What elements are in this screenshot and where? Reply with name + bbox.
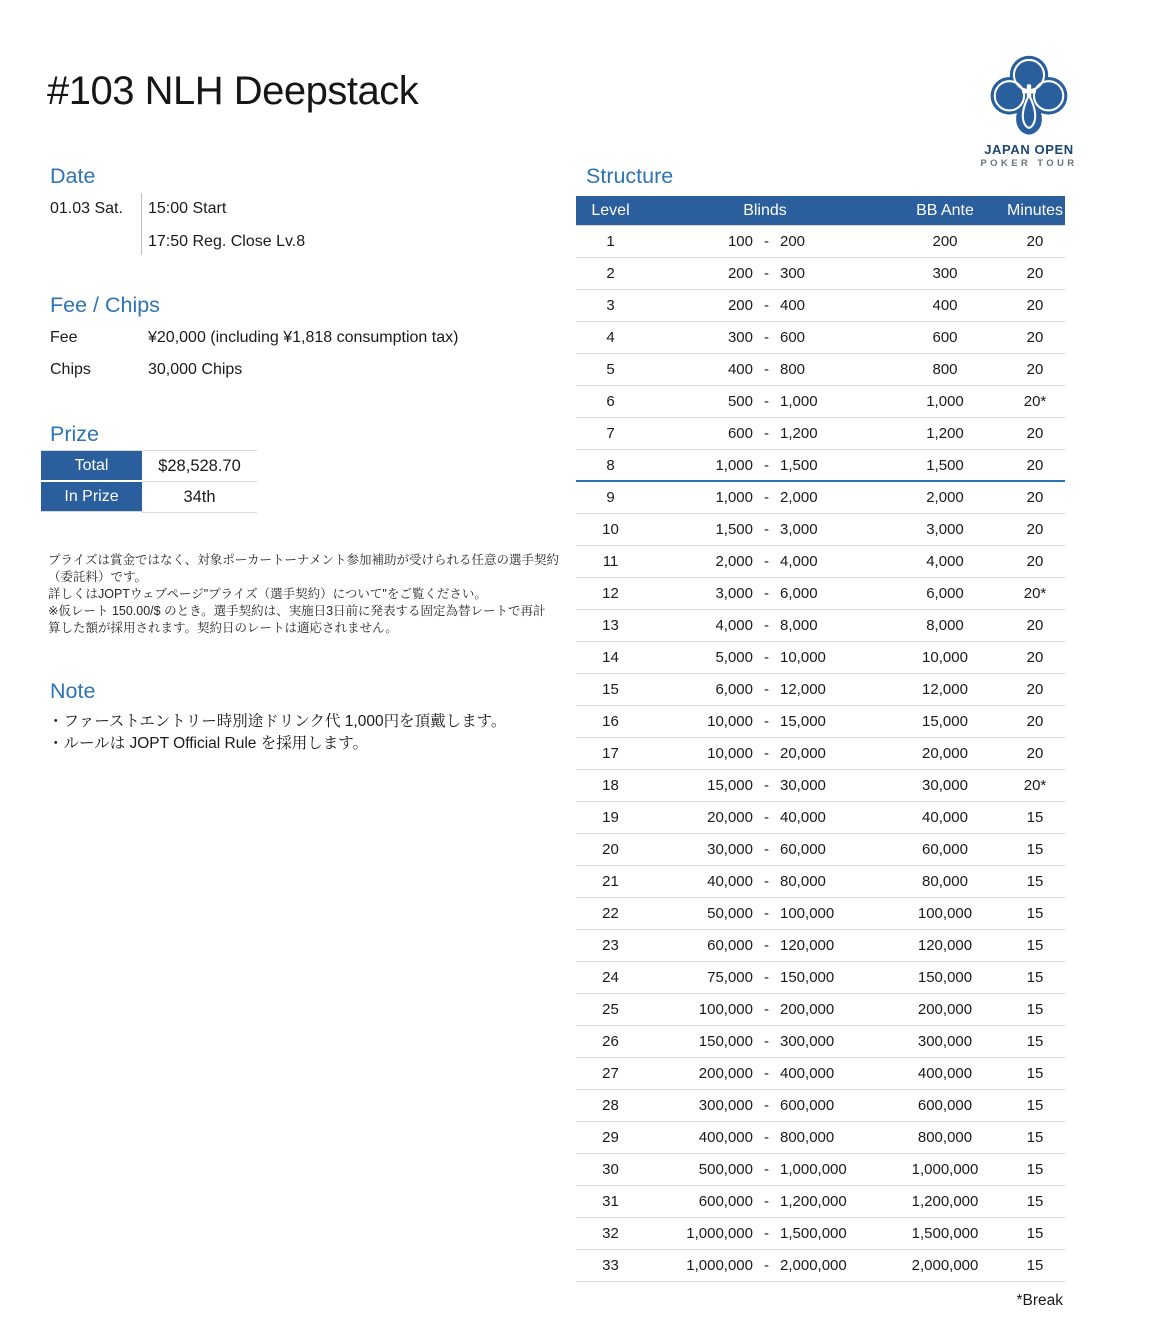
note-heading: Note	[50, 679, 96, 703]
structure-level-row	[576, 354, 1065, 386]
small-blind-cell: 60,000	[707, 937, 753, 954]
prize-disclaimer	[48, 552, 560, 637]
bb-ante-cell: 400,000	[917, 1065, 973, 1082]
level-cell: 20	[602, 841, 619, 858]
jopt-clover-icon	[989, 54, 1069, 140]
prize-disclaimer-line: プライズは賞金ではなく、対象ポーカートーナメント参加補助が受けられる任意の選手契約	[48, 553, 560, 567]
small-blind-cell: 5,000	[715, 649, 753, 666]
blinds-separator: -	[764, 585, 769, 602]
minutes-cell: 15	[1026, 1257, 1044, 1274]
blinds-separator: -	[764, 777, 769, 794]
level-cell: 6	[606, 393, 615, 410]
minutes-cell: 15	[1026, 809, 1044, 826]
level-cell: 31	[602, 1193, 619, 1210]
small-blind-cell: 1,000,000	[686, 1257, 753, 1274]
column-header-blinds: Blinds	[743, 201, 787, 219]
structure-heading: Structure	[586, 164, 674, 188]
small-blind-cell: 200	[727, 297, 753, 314]
level-cell: 12	[602, 585, 619, 602]
minutes-cell: 20	[1026, 425, 1044, 442]
blinds-separator: -	[764, 361, 769, 378]
small-blind-cell: 150,000	[698, 1033, 753, 1050]
prize-disclaimer-line: ※仮レート 150.00/$ のとき。選手契約は、実施日3日前に発表する固定為替レートで再計	[48, 604, 546, 618]
blinds-separator: -	[764, 969, 769, 986]
chips-value: 30,000 Chips	[148, 361, 243, 378]
blinds-separator: -	[764, 1161, 769, 1178]
blinds-separator: -	[764, 617, 769, 634]
bb-ante-cell: 300	[932, 265, 958, 282]
minutes-cell: 20	[1026, 361, 1044, 378]
bb-ante-cell: 40,000	[922, 809, 968, 826]
level-cell: 18	[602, 777, 619, 794]
level-cell: 14	[602, 649, 619, 666]
level-cell: 27	[602, 1065, 619, 1082]
structure-level-row	[576, 226, 1065, 258]
big-blind-cell: 200,000	[780, 1001, 835, 1018]
blinds-separator: -	[764, 1193, 769, 1210]
blinds-separator: -	[764, 521, 769, 538]
big-blind-cell: 40,000	[780, 809, 826, 826]
big-blind-cell: 3,000	[780, 521, 818, 538]
big-blind-cell: 4,000	[780, 553, 818, 570]
big-blind-cell: 200	[780, 233, 806, 250]
fee-chips-heading: Fee / Chips	[50, 293, 160, 317]
level-cell: 28	[602, 1097, 619, 1114]
level-cell: 11	[602, 553, 619, 570]
big-blind-cell: 1,500	[780, 456, 818, 474]
structure-level-row	[576, 834, 1065, 866]
structure-level-row	[576, 1090, 1065, 1122]
prize-inprize-value: 34th	[142, 482, 257, 513]
level-cell: 32	[602, 1225, 619, 1242]
fee-value: ¥20,000 (including ¥1,818 consumption tax)	[148, 329, 459, 346]
structure-table-body	[576, 225, 1065, 1282]
structure-level-row	[576, 1026, 1065, 1058]
bb-ante-cell: 80,000	[922, 873, 968, 890]
level-cell: 24	[602, 969, 619, 986]
blinds-separator: -	[764, 489, 769, 506]
level-cell: 22	[602, 905, 619, 922]
minutes-cell: 20*	[1023, 777, 1047, 794]
minutes-cell: 15	[1026, 1001, 1044, 1018]
column-header-level: Level	[591, 201, 630, 219]
bb-ante-cell: 6,000	[926, 585, 964, 602]
break-footnote: *Break	[1016, 1292, 1063, 1309]
start-time: 15:00 Start	[148, 200, 227, 217]
bb-ante-cell: 30,000	[922, 777, 968, 794]
small-blind-cell: 4,000	[715, 617, 753, 634]
blinds-separator: -	[764, 649, 769, 666]
minutes-cell: 15	[1026, 1225, 1044, 1242]
big-blind-cell: 80,000	[780, 873, 826, 890]
structure-level-row	[576, 674, 1065, 706]
level-cell: 30	[602, 1161, 619, 1178]
bb-ante-cell: 300,000	[917, 1033, 973, 1050]
big-blind-cell: 10,000	[780, 649, 826, 666]
structure-level-row	[576, 1154, 1065, 1186]
bb-ante-cell: 2,000,000	[911, 1257, 979, 1274]
small-blind-cell: 10,000	[707, 745, 753, 762]
level-cell: 33	[602, 1257, 619, 1274]
level-cell: 9	[606, 489, 615, 506]
blinds-separator: -	[764, 329, 769, 346]
blinds-separator: -	[764, 937, 769, 954]
minutes-cell: 15	[1026, 841, 1044, 858]
blinds-separator: -	[764, 1225, 769, 1242]
big-blind-cell: 1,000	[780, 393, 818, 410]
small-blind-cell: 500,000	[698, 1161, 753, 1178]
date-value: 01.03 Sat.	[50, 200, 123, 217]
big-blind-cell: 2,000,000	[780, 1257, 847, 1274]
prize-heading: Prize	[50, 422, 99, 446]
big-blind-cell: 15,000	[780, 713, 826, 730]
small-blind-cell: 500	[727, 393, 753, 410]
blinds-separator: -	[764, 1033, 769, 1050]
big-blind-cell: 100,000	[780, 905, 835, 922]
small-blind-cell: 30,000	[707, 841, 753, 858]
small-blind-cell: 600,000	[698, 1193, 753, 1210]
bb-ante-cell: 2,000	[926, 489, 964, 506]
small-blind-cell: 200	[727, 265, 753, 282]
big-blind-cell: 300	[780, 265, 806, 282]
minutes-cell: 20	[1026, 489, 1044, 506]
blinds-separator: -	[764, 456, 769, 474]
minutes-cell: 20	[1026, 329, 1044, 346]
bb-ante-cell: 1,000,000	[911, 1161, 979, 1178]
bb-ante-cell: 150,000	[917, 969, 973, 986]
bb-ante-cell: 100,000	[917, 905, 973, 922]
level-cell: 10	[602, 521, 619, 538]
blinds-separator: -	[764, 297, 769, 314]
level-cell: 2	[606, 265, 615, 282]
minutes-cell: 20	[1026, 521, 1044, 538]
prize-total-label: Total	[41, 451, 142, 482]
small-blind-cell: 400	[727, 361, 753, 378]
bb-ante-cell: 15,000	[922, 713, 968, 730]
level-cell: 3	[606, 297, 615, 314]
structure-level-row	[576, 706, 1065, 738]
fee-label: Fee	[50, 329, 78, 346]
small-blind-cell: 300,000	[698, 1097, 753, 1114]
big-blind-cell: 30,000	[780, 777, 826, 794]
small-blind-cell: 300	[727, 329, 753, 346]
level-cell: 8	[606, 456, 615, 474]
structure-table	[576, 196, 1065, 1282]
minutes-cell: 20	[1026, 713, 1044, 730]
bb-ante-cell: 120,000	[917, 937, 973, 954]
bb-ante-cell: 20,000	[922, 745, 968, 762]
big-blind-cell: 600	[780, 329, 806, 346]
blinds-separator: -	[764, 1257, 769, 1274]
blinds-separator: -	[764, 905, 769, 922]
big-blind-cell: 8,000	[780, 617, 818, 634]
minutes-cell: 20	[1026, 745, 1044, 762]
structure-table-header	[576, 196, 1065, 225]
structure-level-row	[576, 802, 1065, 834]
small-blind-cell: 6,000	[715, 681, 753, 698]
level-cell: 4	[606, 329, 615, 346]
minutes-cell: 15	[1026, 969, 1044, 986]
minutes-cell: 20*	[1023, 585, 1047, 602]
blinds-separator: -	[764, 681, 769, 698]
small-blind-cell: 3,000	[715, 585, 753, 602]
structure-level-row	[576, 418, 1065, 450]
small-blind-cell: 600	[727, 425, 753, 442]
bb-ante-cell: 60,000	[922, 841, 968, 858]
minutes-cell: 15	[1026, 937, 1044, 954]
date-divider	[141, 193, 142, 255]
level-cell: 19	[602, 809, 619, 826]
big-blind-cell: 800	[780, 361, 806, 378]
big-blind-cell: 300,000	[780, 1033, 835, 1050]
blinds-separator: -	[764, 1001, 769, 1018]
big-blind-cell: 800,000	[780, 1129, 835, 1146]
structure-level-row	[576, 770, 1065, 802]
minutes-cell: 20	[1026, 553, 1044, 570]
minutes-cell: 20	[1026, 233, 1044, 250]
bb-ante-cell: 600,000	[917, 1097, 973, 1114]
small-blind-cell: 40,000	[707, 873, 753, 890]
note-line-drink: ・ファーストエントリー時別途ドリンク代 1,000円を頂戴します。	[48, 713, 507, 730]
blinds-separator: -	[764, 233, 769, 250]
prize-disclaimer-line: 算した額が採用されます。契約日のレートは適応されません。	[48, 621, 398, 635]
minutes-cell: 15	[1026, 1193, 1044, 1210]
level-cell: 29	[602, 1129, 619, 1146]
structure-level-row	[576, 450, 1065, 482]
structure-level-row	[576, 1218, 1065, 1250]
level-cell: 17	[602, 745, 619, 762]
logo-wordmark-poker-tour: POKER TOUR	[980, 158, 1078, 169]
prize-total-value: $28,528.70	[142, 451, 257, 482]
structure-level-row	[576, 738, 1065, 770]
structure-level-row	[576, 610, 1065, 642]
minutes-cell: 20*	[1023, 393, 1047, 410]
big-blind-cell: 6,000	[780, 585, 818, 602]
level-cell: 1	[606, 233, 615, 250]
structure-level-row	[576, 258, 1065, 290]
blinds-separator: -	[764, 425, 769, 442]
level-cell: 23	[602, 937, 619, 954]
small-blind-cell: 15,000	[707, 777, 753, 794]
structure-level-row	[576, 962, 1065, 994]
structure-level-row	[576, 1186, 1065, 1218]
minutes-cell: 20	[1026, 649, 1044, 666]
blinds-separator: -	[764, 1065, 769, 1082]
small-blind-cell: 200,000	[698, 1065, 753, 1082]
minutes-cell: 15	[1026, 1129, 1044, 1146]
column-header-minutes: Minutes	[1006, 201, 1064, 219]
logo-wordmark-japan-open: JAPAN OPEN	[984, 142, 1074, 157]
small-blind-cell: 1,000,000	[686, 1225, 753, 1242]
blinds-separator: -	[764, 265, 769, 282]
minutes-cell: 15	[1026, 905, 1044, 922]
bb-ante-cell: 200	[932, 233, 958, 250]
structure-level-row	[576, 898, 1065, 930]
big-blind-cell: 12,000	[780, 681, 826, 698]
small-blind-cell: 2,000	[715, 553, 753, 570]
structure-level-row	[576, 578, 1065, 610]
chips-label: Chips	[50, 361, 91, 378]
big-blind-cell: 120,000	[780, 937, 835, 954]
blinds-separator: -	[764, 873, 769, 890]
blinds-separator: -	[764, 553, 769, 570]
prize-disclaimer-line: （委託料）です。	[48, 570, 148, 584]
small-blind-cell: 50,000	[707, 905, 753, 922]
bb-ante-cell: 10,000	[922, 649, 968, 666]
big-blind-cell: 150,000	[780, 969, 835, 986]
blinds-separator: -	[764, 393, 769, 410]
structure-level-row	[576, 546, 1065, 578]
minutes-cell: 15	[1026, 1033, 1044, 1050]
big-blind-cell: 1,500,000	[780, 1225, 847, 1242]
bb-ante-cell: 4,000	[926, 553, 964, 570]
big-blind-cell: 2,000	[780, 489, 818, 506]
structure-level-row	[576, 290, 1065, 322]
blinds-separator: -	[764, 809, 769, 826]
jopt-logo	[979, 54, 1079, 169]
blinds-separator: -	[764, 745, 769, 762]
level-cell: 25	[602, 1001, 619, 1018]
prize-inprize-label: In Prize	[41, 482, 142, 512]
minutes-cell: 20	[1026, 265, 1044, 282]
level-cell: 7	[606, 425, 615, 442]
structure-level-row	[576, 1058, 1065, 1090]
small-blind-cell: 20,000	[707, 809, 753, 826]
big-blind-cell: 60,000	[780, 841, 826, 858]
minutes-cell: 15	[1026, 1065, 1044, 1082]
structure-level-row	[576, 1250, 1065, 1282]
small-blind-cell: 400,000	[698, 1129, 753, 1146]
bb-ante-cell: 1,500,000	[911, 1225, 979, 1242]
minutes-cell: 20	[1026, 297, 1044, 314]
minutes-cell: 15	[1026, 873, 1044, 890]
bb-ante-cell: 400	[932, 297, 958, 314]
minutes-cell: 20	[1026, 617, 1044, 634]
small-blind-cell: 75,000	[707, 969, 753, 986]
blinds-separator: -	[764, 1129, 769, 1146]
blinds-separator: -	[764, 841, 769, 858]
structure-level-row	[576, 642, 1065, 674]
level-cell: 16	[602, 713, 619, 730]
bb-ante-cell: 1,000	[926, 393, 964, 410]
small-blind-cell: 1,500	[715, 521, 753, 538]
minutes-cell: 15	[1026, 1161, 1044, 1178]
reg-close-time: 17:50 Reg. Close Lv.8	[148, 233, 306, 250]
level-cell: 5	[606, 361, 615, 378]
blinds-separator: -	[764, 713, 769, 730]
level-cell: 13	[602, 617, 619, 634]
date-heading: Date	[50, 164, 96, 188]
structure-level-row	[576, 514, 1065, 546]
minutes-cell: 15	[1026, 1097, 1044, 1114]
bb-ante-cell: 12,000	[922, 681, 968, 698]
bb-ante-cell: 1,200,000	[911, 1193, 979, 1210]
big-blind-cell: 1,000,000	[780, 1161, 847, 1178]
bb-ante-cell: 200,000	[917, 1001, 973, 1018]
column-header-bb-ante: BB Ante	[916, 201, 974, 219]
bb-ante-cell: 1,200	[926, 425, 964, 442]
bb-ante-cell: 600	[932, 329, 958, 346]
page-title: #103 NLH Deepstack	[47, 69, 419, 113]
big-blind-cell: 1,200,000	[780, 1193, 847, 1210]
prize-total-row	[41, 451, 257, 482]
blinds-separator: -	[764, 1097, 769, 1114]
prize-table	[41, 450, 257, 513]
level-cell: 15	[602, 681, 619, 698]
structure-level-row	[576, 930, 1065, 962]
structure-level-row	[576, 994, 1065, 1026]
note-line-rule: ・ルールは JOPT Official Rule を採用します。	[48, 735, 368, 752]
level-cell: 21	[602, 873, 619, 890]
minutes-cell: 20	[1026, 681, 1044, 698]
small-blind-cell: 1,000	[715, 489, 753, 506]
small-blind-cell: 100	[727, 233, 753, 250]
big-blind-cell: 1,200	[780, 425, 818, 442]
bb-ante-cell: 1,500	[926, 456, 964, 474]
prize-disclaimer-line: 詳しくはJOPTウェブページ"プライズ（選手契約）について"をご覧ください。	[48, 587, 487, 601]
small-blind-cell: 10,000	[707, 713, 753, 730]
bb-ante-cell: 800,000	[917, 1129, 973, 1146]
big-blind-cell: 600,000	[780, 1097, 835, 1114]
big-blind-cell: 400	[780, 297, 806, 314]
level-cell: 26	[602, 1033, 619, 1050]
prize-inprize-row	[41, 482, 257, 513]
structure-level-row	[576, 866, 1065, 898]
structure-level-row	[576, 1122, 1065, 1154]
small-blind-cell: 1,000	[715, 456, 753, 474]
bb-ante-cell: 3,000	[926, 521, 964, 538]
bb-ante-cell: 8,000	[926, 617, 964, 634]
structure-level-row	[576, 322, 1065, 354]
bb-ante-cell: 800	[932, 361, 958, 378]
small-blind-cell: 100,000	[698, 1001, 753, 1018]
structure-level-row	[576, 386, 1065, 418]
structure-level-row	[576, 482, 1065, 514]
note-list	[48, 711, 506, 755]
minutes-cell: 20	[1026, 456, 1044, 474]
big-blind-cell: 400,000	[780, 1065, 835, 1082]
big-blind-cell: 20,000	[780, 745, 826, 762]
